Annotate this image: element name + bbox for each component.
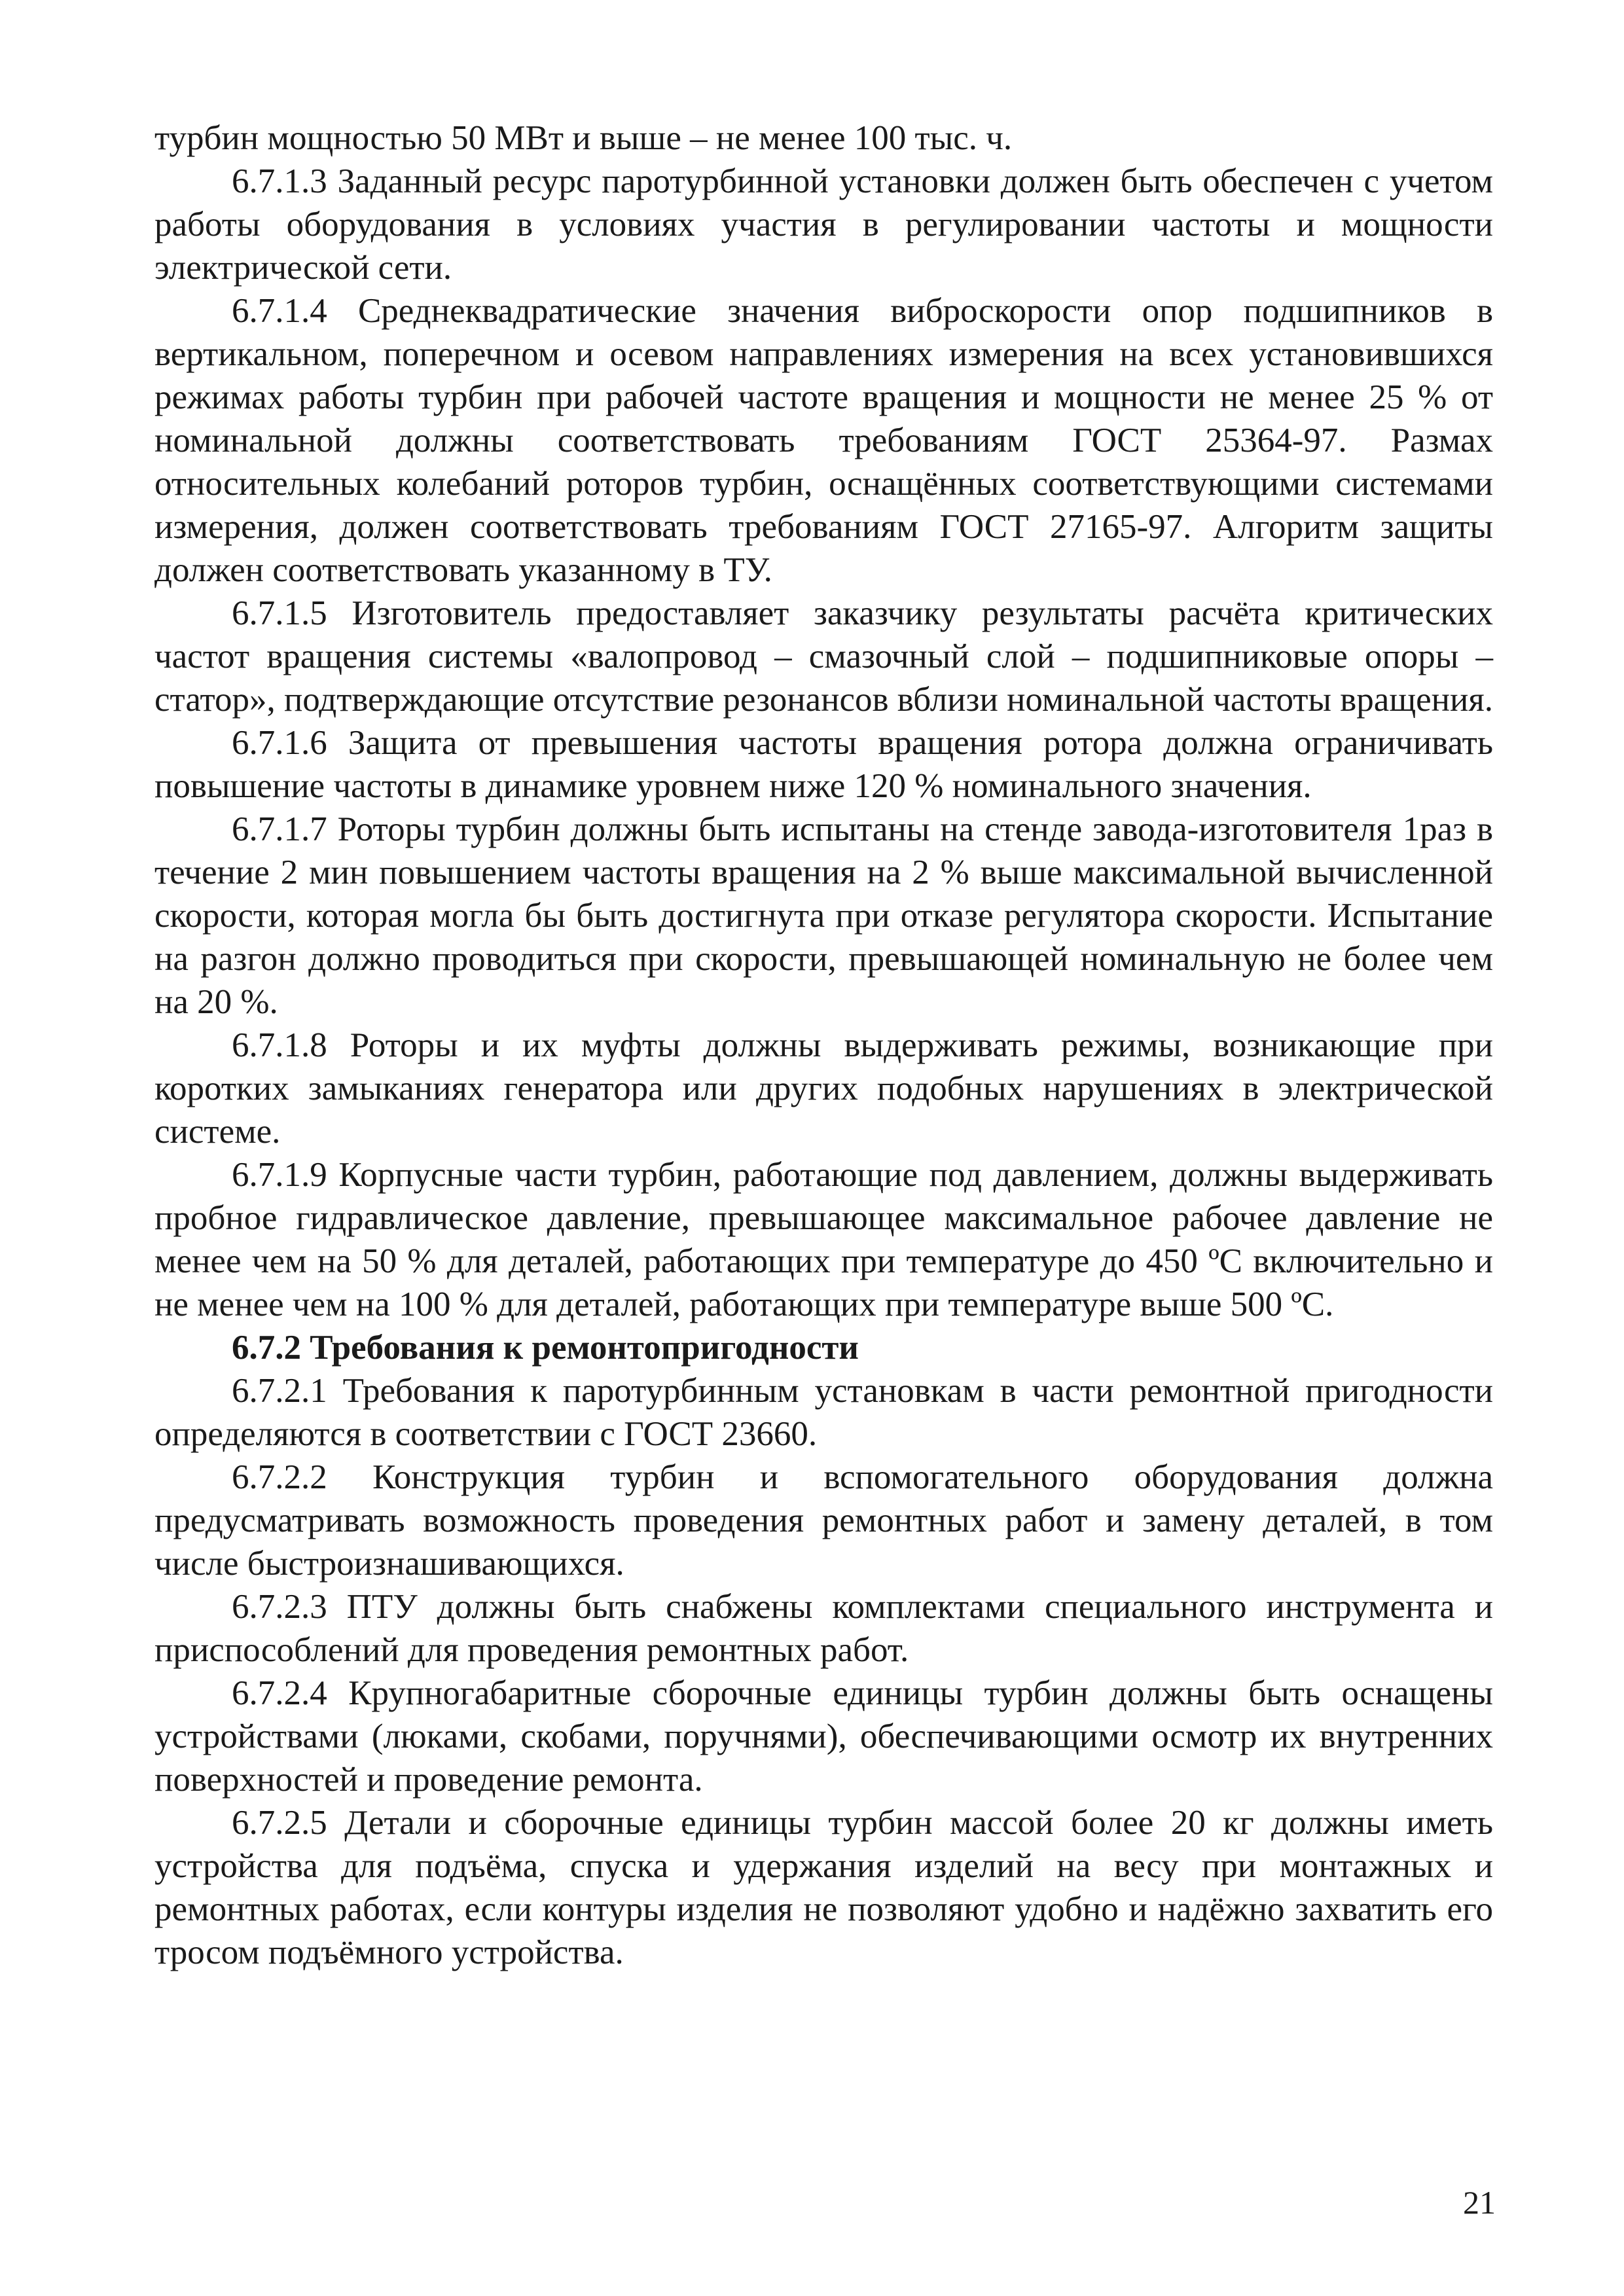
clause-paragraph: 6.7.2.4 Крупногабаритные сборочные единицы турбин должны быть оснащены устройствами (люками, скобами, поручнями), обеспечивающими осмотр их внутренних поверхностей и проведение ремонта. xyxy=(154,1674,1493,1799)
clause-paragraph: 6.7.1.7 Роторы турбин должны быть испытаны на стенде завода-изготовителя 1раз в течение 2 мин повышением частоты вращения на 2 % выше максимальной вычисленной скорости, которая могла бы быть достигнута при отказе регулятора скорости. Испытание на разгон должно проводиться при скорости, превышающей номинальную не более чем на 20 %. xyxy=(154,810,1493,1021)
clause-paragraph: 6.7.1.4 Среднеквадратические значения виброскорости опор подшипников в вертикальном, поперечном и осевом направлениях измерения на всех установившихся режимах работы турбин при рабочей частоте вращения и мощности не менее 25 % от номинальной должны соответствовать требованиям ГОСТ 25364-97. Размах относительных колебаний роторов турбин, оснащённых соответствующими системами измерения, должен соответствовать требованиям ГОСТ 27165-97. Алгоритм защиты должен соответствовать указанному в ТУ. xyxy=(154,292,1493,589)
clause-paragraph: 6.7.1.3 Заданный ресурс паротурбинной установки должен быть обеспечен с учетом работы оборудования в условиях участия в регулировании частоты и мощности электрической сети. xyxy=(154,162,1493,287)
clause-paragraph: 6.7.1.8 Роторы и их муфты должны выдерживать режимы, возникающие при коротких замыканиях генератора или других подобных нарушениях в электрической системе. xyxy=(154,1026,1493,1151)
clause-paragraph: 6.7.1.6 Защита от превышения частоты вращения ротора должна ограничивать повышение частоты в динамике уровнем ниже 120 % номинального значения. xyxy=(154,724,1493,805)
clause-paragraph: 6.7.2.5 Детали и сборочные единицы турбин массой более 20 кг должны иметь устройства для подъёма, спуска и удержания изделий на весу при монтажных и ремонтных работах, если контуры изделия не позволяют удобно и надёжно захватить его тросом подъёмного устройства. xyxy=(154,1804,1493,1971)
clause-paragraph: 6.7.2.2 Конструкция турбин и вспомогательного оборудования должна предусматривать возможность проведения ремонтных работ и замену деталей, в том числе быстроизнашивающихся. xyxy=(154,1458,1493,1583)
clause-paragraph: 6.7.1.9 Корпусные части турбин, работающие под давлением, должны выдерживать пробное гидравлическое давление, превышающее максимальное рабочее давление не менее чем на 50 % для деталей, работающих при температуре до 450 ºС включительно и не менее чем на 100 % для деталей, работающих при температуре выше 500 ºС. xyxy=(154,1156,1493,1323)
page-number: 21 xyxy=(1463,2184,1496,2221)
section-heading: 6.7.2 Требования к ремонтопригодности xyxy=(232,1329,859,1367)
clause-paragraph: 6.7.1.5 Изготовитель предоставляет заказчику результаты расчёта критических частот вращения системы «валопровод – смазочный слой – подшипниковые опоры – статор», подтверждающие отсутствие резонансов вблизи номинальной частоты вращения. xyxy=(154,594,1494,719)
clause-paragraph: 6.7.2.3 ПТУ должны быть снабжены комплектами специального инструмента и приспособлений для проведения ремонтных работ. xyxy=(154,1588,1493,1669)
continued-paragraph: турбин мощностью 50 МВт и выше – не менее 100 тыс. ч. xyxy=(154,119,1013,157)
clause-paragraph: 6.7.2.1 Требования к паротурбинным установкам в части ремонтной пригодности определяются в соответствии с ГОСТ 23660. xyxy=(154,1372,1493,1453)
page-body xyxy=(154,117,1493,1974)
